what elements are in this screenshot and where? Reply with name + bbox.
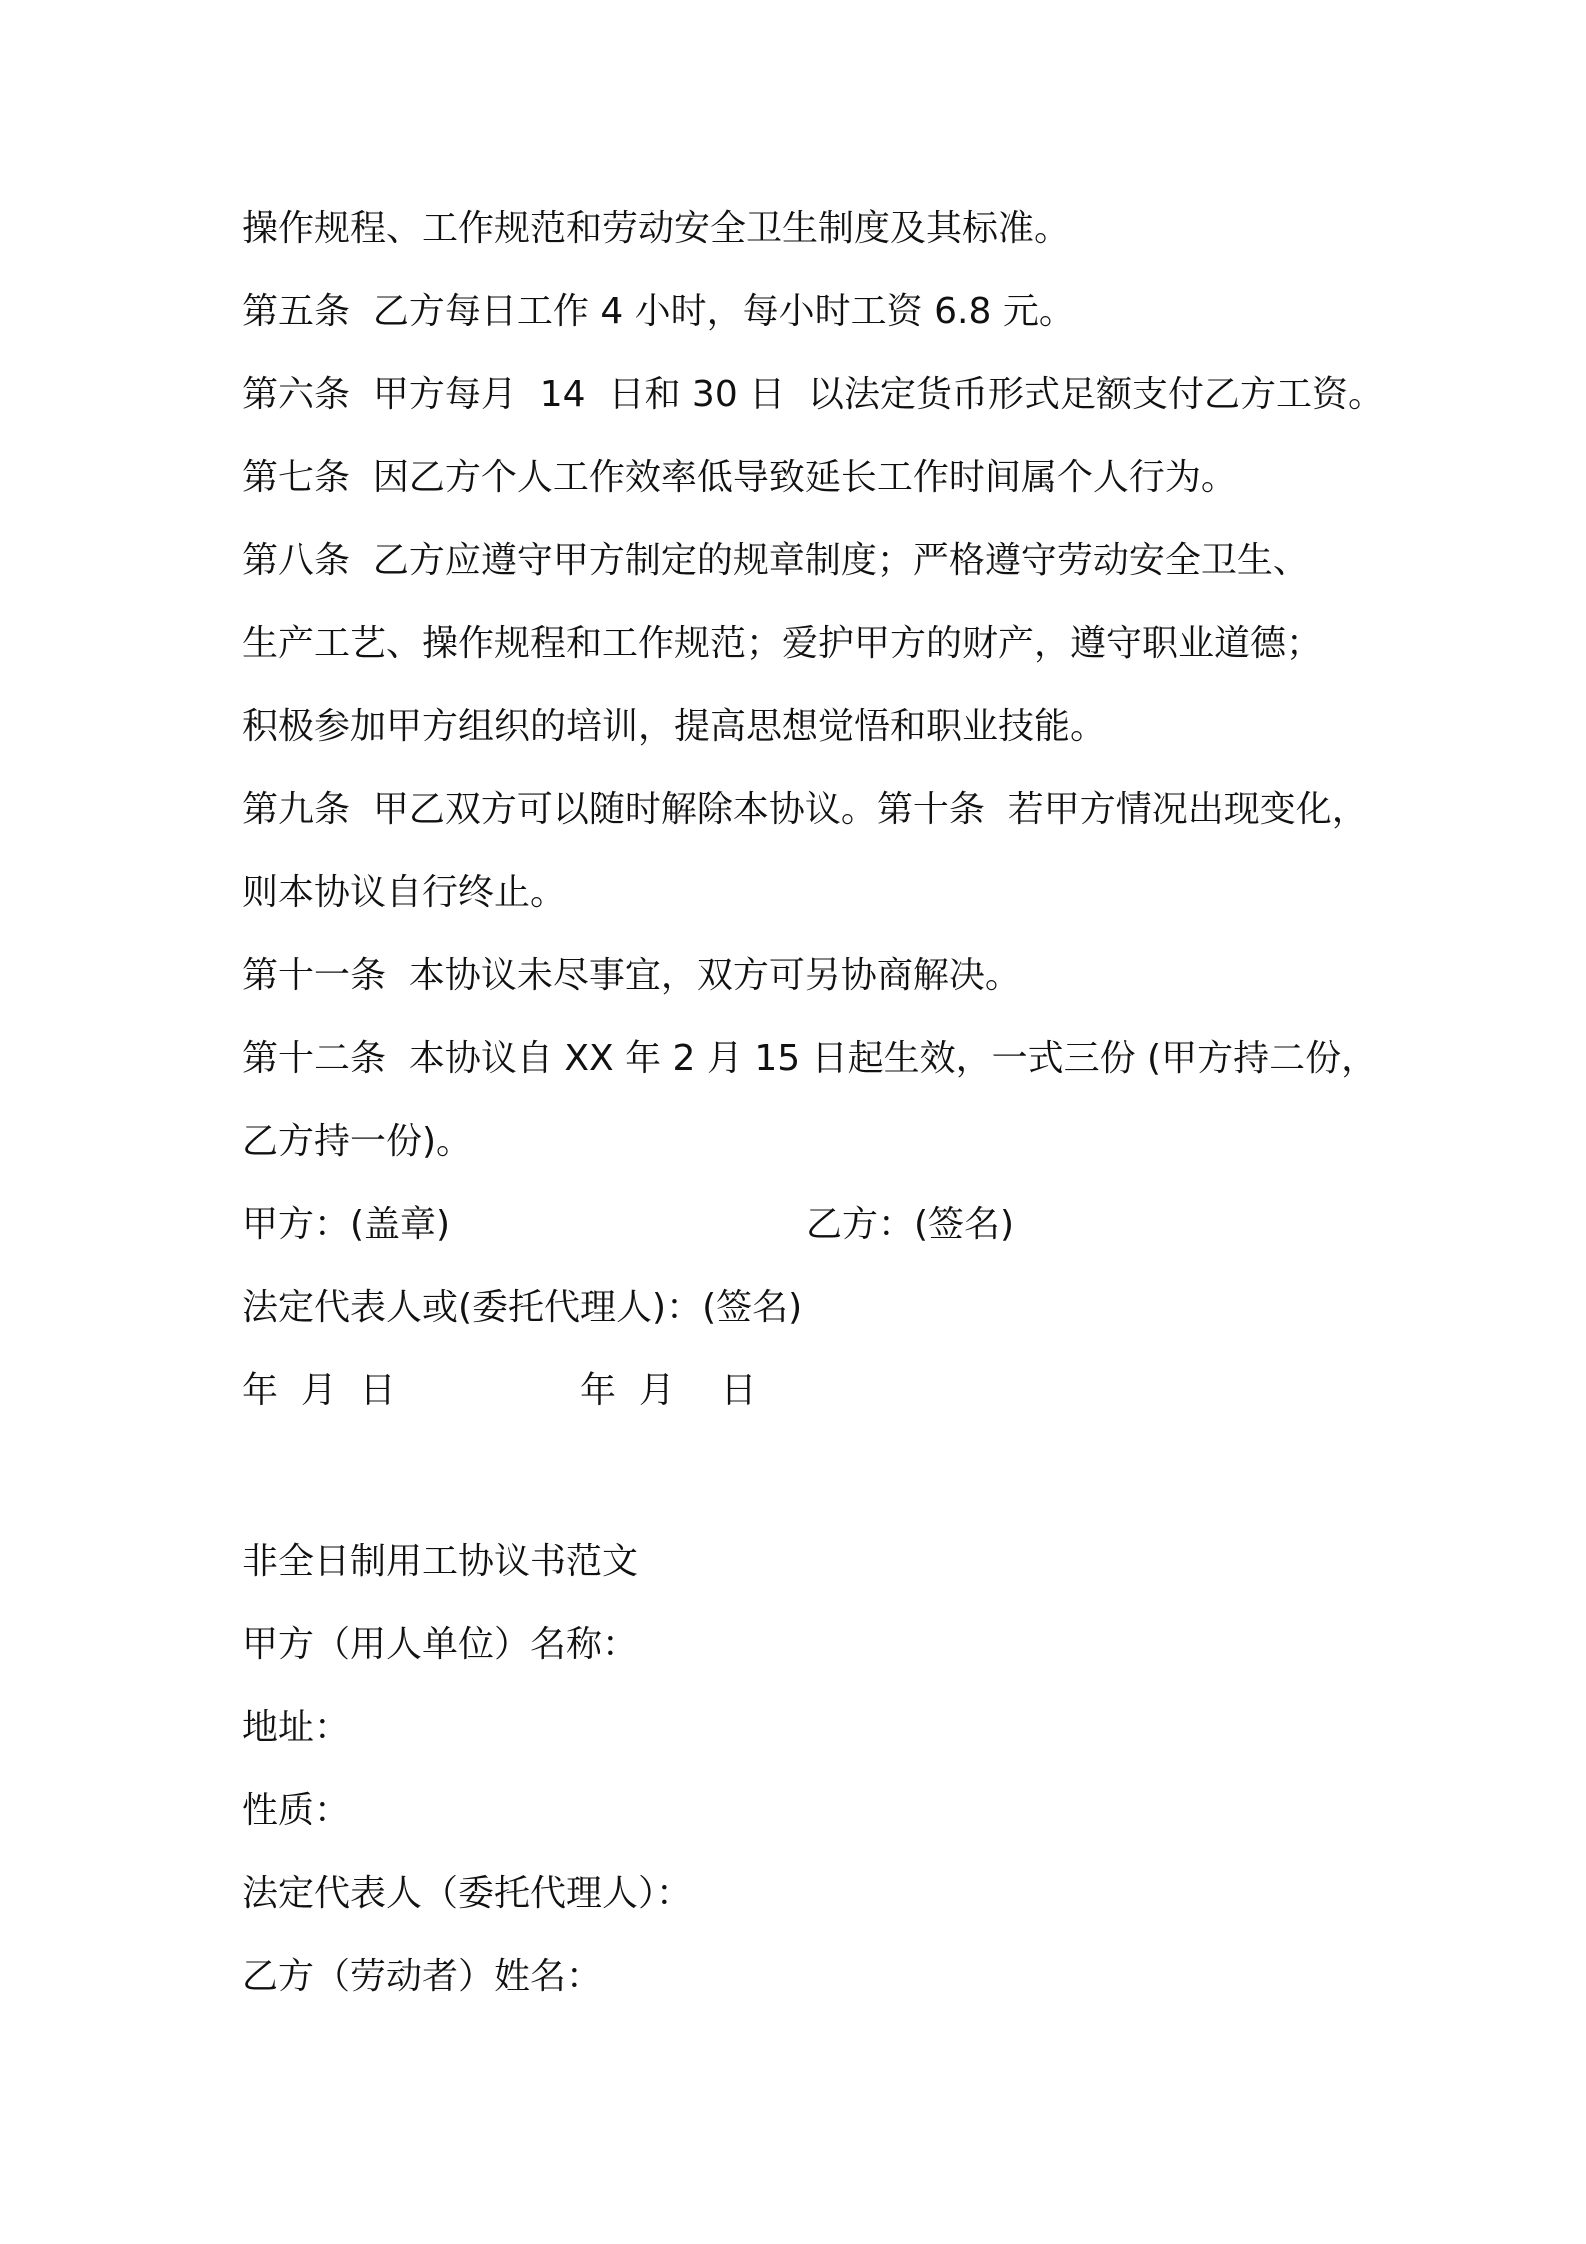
employee-name-field: 乙方（劳动者）姓名： bbox=[242, 1956, 603, 1997]
legal-representative-field: 法定代表人（委托代理人）： bbox=[242, 1873, 693, 1914]
employer-name-field: 甲方（用人单位）名称： bbox=[242, 1624, 639, 1665]
clause-8: 第八条 乙方应遵守甲方制定的规章制度；严格遵守劳动安全卫生、 bbox=[242, 540, 1309, 581]
clause-6: 第六条 甲方每月 14 日和 30 日 以法定货币形式足额支付乙方工资。 bbox=[242, 374, 1385, 415]
second-document-title: 非全日制用工协议书范文 bbox=[242, 1541, 639, 1582]
clause-text-line: 操作规程、工作规范和劳动安全卫生制度及其标准。 bbox=[242, 208, 1071, 249]
clause-10-continued: 则本协议自行终止。 bbox=[242, 872, 567, 913]
date-party-a: 年 月 日 bbox=[242, 1370, 396, 1411]
address-field: 地址： bbox=[242, 1707, 351, 1748]
party-a-seal-label: 甲方：(盖章) bbox=[242, 1204, 451, 1245]
nature-field: 性质： bbox=[242, 1790, 351, 1831]
clause-12: 第十二条 本协议自 XX 年 2 月 15 日起生效，一式三份 (甲方持二份， bbox=[242, 1038, 1378, 1079]
clause-7: 第七条 因乙方个人工作效率低导致延长工作时间属个人行为。 bbox=[242, 457, 1237, 498]
clause-8-continued: 生产工艺、操作规程和工作规范；爱护甲方的财产，遵守职业道德； bbox=[242, 623, 1323, 664]
party-b-signature-label: 乙方：(签名) bbox=[806, 1204, 1015, 1245]
clause-11: 第十一条 本协议未尽事宜，双方可另协商解决。 bbox=[242, 955, 1021, 996]
clause-8-continued: 积极参加甲方组织的培训，提高思想觉悟和职业技能。 bbox=[242, 706, 1107, 747]
date-party-b: 年 月 日 bbox=[580, 1370, 757, 1411]
legal-representative-label: 法定代表人或(委托代理人)：(签名) bbox=[242, 1287, 803, 1328]
clause-5: 第五条 乙方每日工作 4 小时，每小时工资 6.8 元。 bbox=[242, 291, 1075, 332]
clause-12-continued: 乙方持一份)。 bbox=[242, 1121, 473, 1162]
clause-9-10: 第九条 甲乙双方可以随时解除本协议。第十条 若甲方情况出现变化， bbox=[242, 789, 1368, 830]
